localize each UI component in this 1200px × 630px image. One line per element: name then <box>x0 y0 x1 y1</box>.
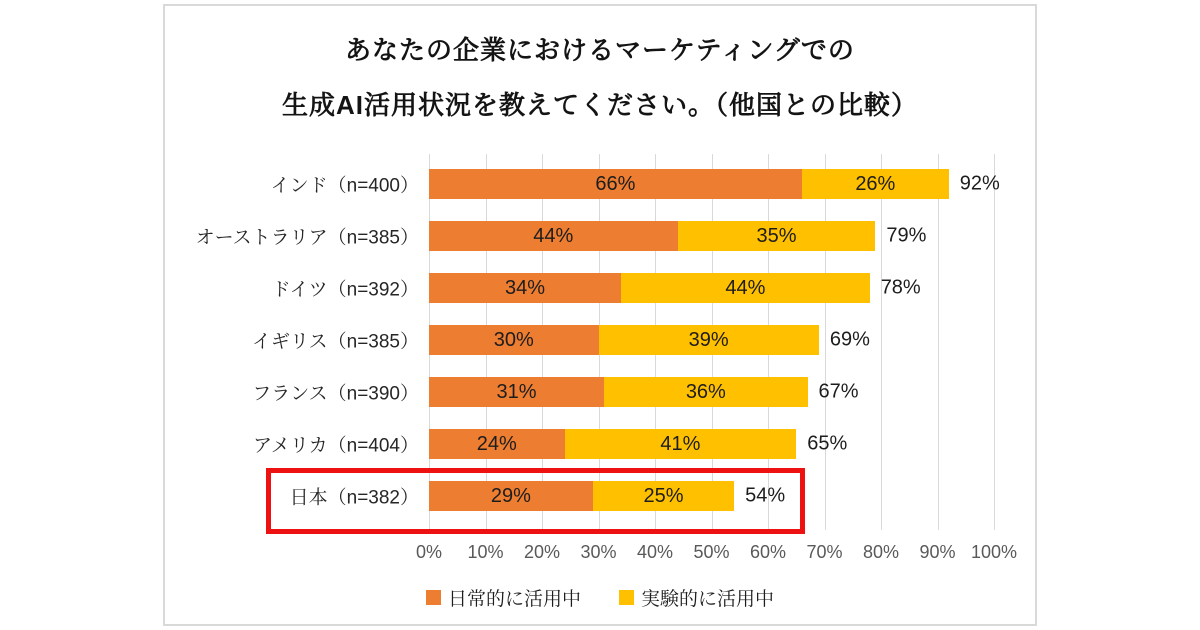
bar-segment-実験的に活用中: 41% <box>565 429 797 459</box>
x-axis-tick-label: 30% <box>580 542 617 562</box>
chart-card <box>163 4 1037 626</box>
legend-swatch-icon <box>619 590 634 605</box>
x-axis-tick-label: 10% <box>467 542 504 562</box>
bar-segment-日常的に活用中: 66% <box>429 169 802 199</box>
category-label: アメリカ（n=404） <box>252 435 419 457</box>
x-axis-tick-label: 60% <box>749 542 787 562</box>
category-label: フランス（n=390） <box>252 383 419 405</box>
x-axis-tick-label: 40% <box>636 542 674 562</box>
category-label: イギリス（n=385） <box>252 331 419 353</box>
bar-segment-実験的に活用中: 39% <box>599 325 819 355</box>
x-axis-tick-label: 20% <box>523 542 561 562</box>
bar-segment-日常的に活用中: 34% <box>429 273 621 303</box>
x-axis-tick-label: 80% <box>862 542 900 562</box>
chart-legend <box>165 584 1035 611</box>
bar-segment-日常的に活用中: 44% <box>429 221 678 251</box>
x-axis-tick-label: 0% <box>415 542 443 562</box>
japan-highlight-box <box>266 468 805 534</box>
legend-item-実験的に活用中 <box>619 584 774 611</box>
chart-title-line-1: あなたの企業におけるマーケティングでの <box>345 35 855 65</box>
total-value-label: 65% <box>807 432 848 455</box>
chart-title-line-2: 生成AI活用状況を教えてください。（他国との比較） <box>281 90 918 120</box>
category-label: インド（n=400） <box>270 175 419 197</box>
total-value-label: 79% <box>886 224 927 247</box>
bar-segment-実験的に活用中: 35% <box>678 221 876 251</box>
gridline-80% <box>881 154 882 530</box>
category-label: 日本（n=382） <box>289 487 419 509</box>
bar-segment-実験的に活用中: 26% <box>802 169 949 199</box>
x-axis-tick-label: 100% <box>970 542 1018 562</box>
bar-segment-実験的に活用中: 36% <box>604 377 807 407</box>
total-value-label: 69% <box>829 328 870 351</box>
legend-swatch-icon <box>426 590 441 605</box>
legend-item-日常的に活用中 <box>426 584 581 611</box>
gridline-90% <box>938 154 939 530</box>
bar-segment-実験的に活用中: 25% <box>593 481 734 511</box>
category-label: オーストラリア（n=385） <box>195 227 419 249</box>
x-axis-tick-label: 70% <box>806 542 843 562</box>
total-value-label: 92% <box>959 172 1000 195</box>
legend-label: 実験的に活用中 <box>641 589 775 610</box>
category-label: ドイツ（n=392） <box>271 279 419 301</box>
bar-segment-日常的に活用中: 30% <box>429 325 599 355</box>
x-axis-tick-label: 50% <box>693 542 730 562</box>
legend-label: 日常的に活用中 <box>447 589 581 610</box>
gridline-70% <box>825 154 826 530</box>
gridline-100% <box>994 154 995 530</box>
bar-segment-日常的に活用中: 24% <box>429 429 565 459</box>
bar-segment-日常的に活用中: 29% <box>429 481 593 511</box>
x-axis-tick-label: 90% <box>919 542 956 562</box>
bar-segment-実験的に活用中: 44% <box>621 273 870 303</box>
total-value-label: 67% <box>818 380 859 403</box>
bar-segment-日常的に活用中: 31% <box>429 377 604 407</box>
total-value-label: 78% <box>880 276 921 299</box>
total-value-label: 54% <box>745 484 786 507</box>
